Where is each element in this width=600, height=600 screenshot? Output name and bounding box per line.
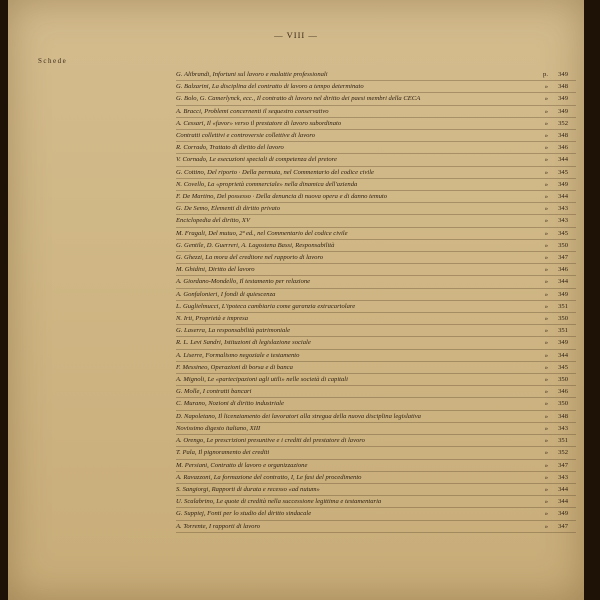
divider xyxy=(176,300,576,301)
book-page xyxy=(8,0,584,600)
entry-page-number: » 345 xyxy=(558,169,568,177)
entry-title: A. Bracci, Problemi concernenti il sequestro conservativo xyxy=(176,107,329,115)
divider xyxy=(176,117,576,118)
entry-title: U. Scalabrino, Le quote di credità nella successione legittima e testamentaria xyxy=(176,498,382,506)
divider xyxy=(176,349,576,350)
divider xyxy=(176,141,576,142)
divider xyxy=(176,166,576,167)
divider xyxy=(176,324,576,325)
entry-title: G. Suppiej, Fonti per lo studio del diritto sindacale xyxy=(176,510,312,518)
index-entry xyxy=(176,144,576,152)
divider xyxy=(176,92,576,93)
entry-page-number: » 349 xyxy=(558,339,568,347)
entry-title: R. L. Levi Sandri, Istituzioni di legislazione sociale xyxy=(176,339,311,347)
divider xyxy=(176,80,576,81)
index-entry xyxy=(176,230,576,238)
entry-title: G. Cottino, Del riporto · Della permuta, nel Commentario del codice civile xyxy=(176,168,374,176)
entry-page-number: » 343 xyxy=(558,425,568,433)
index-entry xyxy=(176,303,576,311)
divider xyxy=(176,275,576,276)
divider xyxy=(176,202,576,203)
entry-title: Enciclopedia del diritto, XV xyxy=(176,217,250,225)
index-entry xyxy=(176,278,576,286)
entry-page-number: » 344 xyxy=(558,352,568,360)
entry-page-number: » 349 xyxy=(558,95,568,103)
entry-page-number: » 344 xyxy=(558,193,568,201)
entry-page-number: » 350 xyxy=(558,400,568,408)
entry-page-number: » 352 xyxy=(558,120,568,128)
entry-title: G. Balzarini, La disciplina del contratto di lavoro a tempo determinato xyxy=(176,83,364,91)
entry-title: S. Sangiorgi, Rapporti di durata e recesso «ad nutum» xyxy=(176,485,320,493)
divider xyxy=(176,471,576,472)
divider xyxy=(176,251,576,252)
divider xyxy=(176,227,576,228)
index-entry xyxy=(176,83,576,91)
entry-title: C. Murano, Nozioni di diritto industriale xyxy=(176,400,284,408)
entry-page-number: » 344 xyxy=(558,156,568,164)
entry-page-number: » 351 xyxy=(558,437,568,445)
divider xyxy=(176,483,576,484)
entry-page-number: » 344 xyxy=(558,278,568,286)
index-entry xyxy=(176,217,576,225)
index-entry xyxy=(176,108,576,116)
entry-title: M. Persiani, Contratto di lavoro e organizzazione xyxy=(176,461,308,469)
divider xyxy=(176,239,576,240)
index-entry xyxy=(176,266,576,274)
entry-title: Novissimo digesto italiano, XIII xyxy=(176,424,261,432)
divider xyxy=(176,422,576,423)
entry-title: F. De Martino, Del possesso · Della denuncia di nuova opera e di danno temuto xyxy=(176,193,388,201)
entry-page-number: » 350 xyxy=(558,315,568,323)
divider xyxy=(176,385,576,386)
divider xyxy=(176,153,576,154)
index-entry xyxy=(176,181,576,189)
divider xyxy=(176,214,576,215)
index-entry xyxy=(176,169,576,177)
index-entry xyxy=(176,205,576,213)
divider xyxy=(176,434,576,435)
entry-page-number: » 343 xyxy=(558,474,568,482)
divider xyxy=(176,105,576,106)
entry-title: G. Bolo, G. Camerlynck, ecc., Il contratto di lavoro nel diritto dei paesi membri della CECA xyxy=(176,95,421,103)
entry-page-number: » 348 xyxy=(558,132,568,140)
index-entry xyxy=(176,254,576,262)
entry-page-number: » 343 xyxy=(558,217,568,225)
entry-title: N. Irti, Proprietà e impresa xyxy=(176,315,249,323)
index-entry xyxy=(176,95,576,103)
entry-title: G. Ghezzi, La mora del creditore nel rapporto di lavoro xyxy=(176,254,324,262)
entry-title: G. De Semo, Elementi di diritto privato xyxy=(176,205,281,213)
divider xyxy=(176,263,576,264)
divider xyxy=(176,129,576,130)
divider xyxy=(176,178,576,179)
index-entry xyxy=(176,291,576,299)
entry-title: G. Gentile, D. Guerreri, A. Lagostena Bassi, Responsabilità xyxy=(176,241,335,249)
entry-title: N. Covello, La «proprietà commerciale» nella dinamica dell'azienda xyxy=(176,180,358,188)
entry-page-number: » 351 xyxy=(558,303,568,311)
index-list xyxy=(176,71,576,535)
index-entry xyxy=(176,156,576,164)
index-entry xyxy=(176,388,576,396)
entry-page-number: » 346 xyxy=(558,266,568,274)
divider xyxy=(176,288,576,289)
divider xyxy=(176,361,576,362)
entry-page-number: » 347 xyxy=(558,523,568,531)
index-entry xyxy=(176,523,576,531)
entry-title: A. Giordano-Mondello, Il testamento per relazione xyxy=(176,278,311,286)
entry-page-number: p. 349 xyxy=(558,71,568,79)
entry-title: A. Orengo, Le prescrizioni presuntive e i crediti del prestatore di lavoro xyxy=(176,437,365,445)
entry-title: G. Laserra, La responsabilità patrimoniale xyxy=(176,327,291,335)
entry-title: A. Torrente, I rapporti di lavoro xyxy=(176,522,261,530)
entry-title: M. Ghidini, Diritto del lavoro xyxy=(176,266,255,274)
entry-page-number: » 347 xyxy=(558,462,568,470)
entry-page-number: » 350 xyxy=(558,242,568,250)
entry-page-number: » 349 xyxy=(558,181,568,189)
entry-page-number: » 352 xyxy=(558,449,568,457)
entry-title: A. Gonfalonieri, I fondi di quiescenza xyxy=(176,290,276,298)
divider xyxy=(176,312,576,313)
divider xyxy=(176,397,576,398)
entry-title: T. Pala, Il pignoramento dei crediti xyxy=(176,449,270,457)
entry-page-number: » 344 xyxy=(558,498,568,506)
index-entry xyxy=(176,474,576,482)
index-entry xyxy=(176,462,576,470)
entry-title: G. Molle, I contratti bancari xyxy=(176,388,252,396)
divider xyxy=(176,520,576,521)
index-entry xyxy=(176,400,576,408)
entry-page-number: » 351 xyxy=(558,327,568,335)
index-entry xyxy=(176,498,576,506)
entry-title: A. Ravazzoni, La formazione del contratto, I, Le fasi del procedimento xyxy=(176,473,362,481)
entry-title: Contratti collettivi e controversie collettive di lavoro xyxy=(176,132,316,140)
index-entry xyxy=(176,120,576,128)
entry-title: D. Napoletano, Il licenziamento dei lavoratori alla stregua della nuova disciplina legislativa xyxy=(176,412,421,420)
index-entry xyxy=(176,449,576,457)
index-entry xyxy=(176,327,576,335)
index-entry xyxy=(176,425,576,433)
divider xyxy=(176,410,576,411)
index-entry xyxy=(176,486,576,494)
index-entry xyxy=(176,364,576,372)
divider xyxy=(176,373,576,374)
index-entry xyxy=(176,193,576,201)
entry-title: V. Cornado, Le esecuzioni speciali di competenza del pretore xyxy=(176,156,337,164)
entry-page-number: » 349 xyxy=(558,291,568,299)
index-entry xyxy=(176,510,576,518)
divider xyxy=(176,507,576,508)
entry-title: F. Messineo, Operazioni di borsa e di banca xyxy=(176,363,293,371)
entry-title: A. Liserre, Formalismo negoziale e testamento xyxy=(176,351,300,359)
index-entry xyxy=(176,339,576,347)
divider xyxy=(176,190,576,191)
entry-title: M. Fragali, Del mutuo, 2ª ed., nel Commentario del codice civile xyxy=(176,229,348,237)
index-entry xyxy=(176,71,576,79)
entry-page-number: » 347 xyxy=(558,254,568,262)
entry-page-number: » 345 xyxy=(558,364,568,372)
divider xyxy=(176,446,576,447)
entry-page-number: » 346 xyxy=(558,144,568,152)
page-number: — VIII — xyxy=(274,30,318,40)
entry-title: G. Alibrandi, Infortuni sul lavoro e malattie professionali xyxy=(176,71,328,78)
index-entry xyxy=(176,132,576,140)
entry-page-number: » 345 xyxy=(558,230,568,238)
index-entry xyxy=(176,352,576,360)
entry-page-number: » 349 xyxy=(558,510,568,518)
index-entry xyxy=(176,242,576,250)
divider xyxy=(176,459,576,460)
index-entry xyxy=(176,437,576,445)
divider xyxy=(176,336,576,337)
entry-page-number: » 346 xyxy=(558,388,568,396)
index-entry xyxy=(176,315,576,323)
entry-page-number: » 348 xyxy=(558,83,568,91)
entry-title: R. Corrado, Trattato di diritto del lavoro xyxy=(176,144,284,152)
section-heading: Schede xyxy=(38,57,68,65)
entry-page-number: » 344 xyxy=(558,486,568,494)
index-entry xyxy=(176,376,576,384)
entry-title: L. Guglielmucci, L'ipoteca cambiaria come garanzia extracartolare xyxy=(176,302,356,310)
index-entry xyxy=(176,413,576,421)
entry-title: A. Cessari, Il «favor» verso il prestatore di lavoro subordinato xyxy=(176,119,342,127)
entry-page-number: » 348 xyxy=(558,413,568,421)
entry-page-number: » 350 xyxy=(558,376,568,384)
entry-title: A. Mignoli, Le «partecipazioni agli utili» nelle società di capitali xyxy=(176,376,348,384)
entry-page-number: » 349 xyxy=(558,108,568,116)
entry-page-number: » 343 xyxy=(558,205,568,213)
divider xyxy=(176,532,576,533)
divider xyxy=(176,495,576,496)
